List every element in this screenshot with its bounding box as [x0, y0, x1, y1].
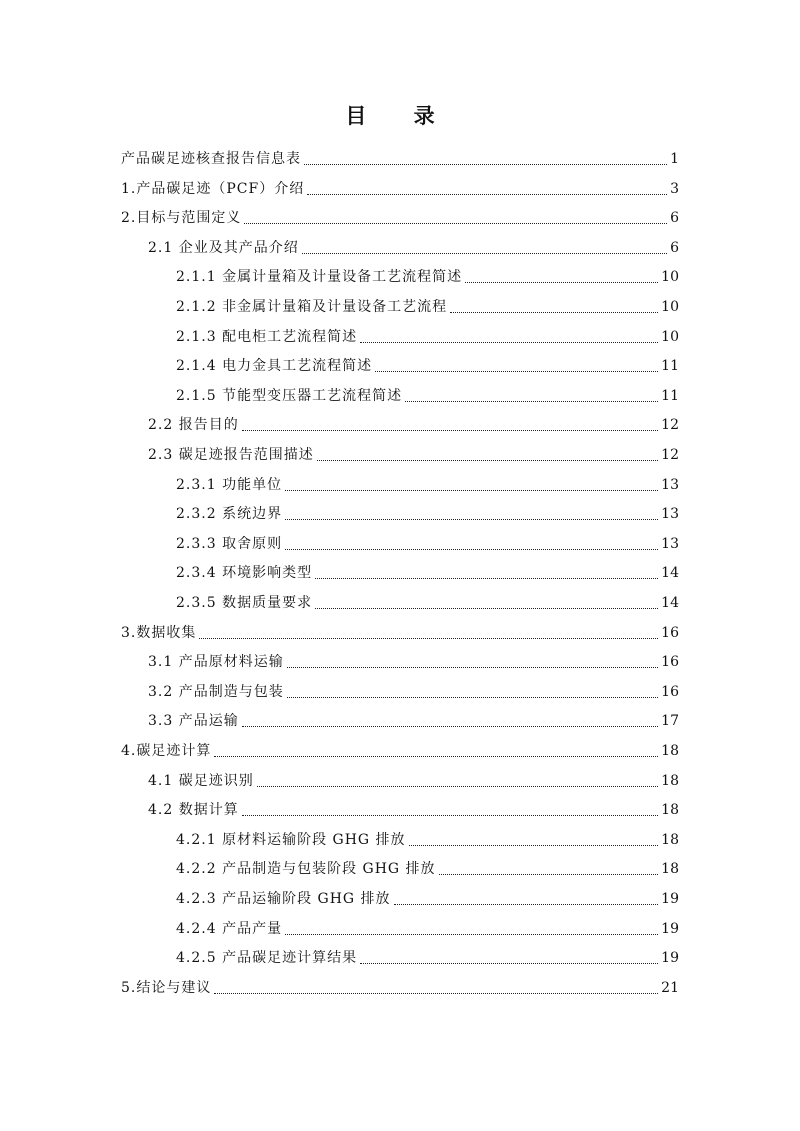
toc-page-number: 16 — [661, 683, 679, 700]
toc-page-number: 14 — [661, 565, 679, 582]
toc-entry-label: 2.3 碳足迹报告范围描述 — [148, 447, 314, 463]
toc-entry[interactable] — [176, 886, 679, 908]
toc-entry[interactable] — [176, 324, 679, 346]
toc-leader-dots — [242, 416, 658, 431]
toc-entry[interactable] — [176, 383, 679, 405]
toc-page-number: 16 — [661, 624, 679, 641]
toc-entry-label: 2.1.5 节能型变压器工艺流程简述 — [176, 387, 403, 404]
toc-entry-label: 产品碳足迹核查报告信息表 — [121, 151, 301, 167]
toc-entry-label: 4.1 碳足迹识别 — [148, 772, 254, 789]
toc-leader-dots — [317, 446, 658, 461]
toc-leader-dots — [360, 949, 658, 964]
toc-leader-dots — [287, 683, 658, 698]
toc-entry-label: 4.2.1 原材料运输阶段 GHG 排放 — [176, 831, 406, 848]
toc-entry-label: 4.2 数据计算 — [148, 802, 239, 819]
toc-entry[interactable] — [176, 945, 679, 967]
toc-entry[interactable] — [121, 205, 679, 227]
toc-entry[interactable] — [176, 531, 679, 553]
toc-entry[interactable] — [176, 264, 679, 286]
toc-entry[interactable] — [121, 738, 679, 760]
toc-entry-label: 2.3.4 环境影响类型 — [176, 565, 313, 582]
toc-leader-dots — [394, 890, 659, 905]
toc-entry-label: 2.2 报告目的 — [148, 417, 239, 434]
toc-leader-dots — [214, 979, 658, 994]
toc-entry[interactable] — [176, 916, 679, 938]
toc-page-number: 18 — [661, 861, 679, 878]
toc-leader-dots — [257, 772, 658, 787]
toc-page-number: 17 — [661, 713, 679, 730]
toc-leader-dots — [242, 712, 658, 727]
toc-entry-label: 3.1 产品原材料运输 — [148, 654, 284, 671]
toc-leader-dots — [307, 180, 667, 195]
toc-entry-label: 2.1.2 非金属计量箱及计量设备工艺流程 — [176, 299, 448, 315]
toc-leader-dots — [199, 624, 658, 639]
toc-entry[interactable] — [148, 412, 679, 434]
toc-page-number: 11 — [661, 358, 679, 375]
toc-page-number: 19 — [661, 950, 679, 967]
toc-entry[interactable] — [148, 708, 679, 730]
toc-entry[interactable] — [121, 146, 679, 168]
toc-page-number: 10 — [661, 269, 679, 286]
toc-leader-dots — [405, 387, 658, 402]
toc-entry[interactable] — [176, 590, 679, 612]
toc-entry-label: 2.目标与范围定义 — [121, 210, 242, 227]
toc-entry[interactable] — [176, 856, 679, 878]
toc-entry-label: 3.2 产品制造与包装 — [148, 683, 284, 700]
toc-page-number: 11 — [661, 387, 679, 404]
toc-leader-dots — [285, 920, 658, 935]
toc-page-number: 18 — [661, 831, 679, 848]
toc-leader-dots — [409, 831, 659, 846]
toc-entry[interactable] — [176, 560, 679, 582]
toc-leader-dots — [315, 594, 658, 609]
toc-page-number: 6 — [670, 210, 679, 227]
toc-page-number: 21 — [661, 979, 679, 996]
toc-leader-dots — [285, 476, 658, 491]
toc-page-number: 18 — [661, 772, 679, 789]
toc-page-number: 18 — [661, 743, 679, 759]
toc-page-number: 19 — [661, 891, 679, 907]
toc-leader-dots — [285, 505, 658, 520]
toc-entry-label: 1.产品碳足迹（PCF）介绍 — [121, 180, 305, 197]
toc-entry[interactable] — [148, 442, 679, 464]
toc-leader-dots — [287, 653, 658, 668]
toc-entry-label: 2.3.1 功能单位 — [176, 476, 283, 493]
toc-page-number: 16 — [661, 654, 679, 671]
toc-page-number: 13 — [661, 476, 679, 493]
toc-entry[interactable] — [148, 235, 679, 257]
toc-entry-label: 2.1.3 配电柜工艺流程简述 — [176, 328, 358, 345]
toc-page-number: 1 — [670, 151, 679, 167]
toc-entry-label: 5.结论与建议 — [121, 979, 212, 996]
toc-page-number: 10 — [661, 299, 679, 315]
toc-page-number: 6 — [670, 239, 679, 256]
toc-leader-dots — [450, 298, 658, 313]
toc-entry-label: 2.3.2 系统边界 — [176, 506, 283, 523]
toc-page-number: 10 — [661, 328, 679, 345]
toc-entry-label: 2.3.3 取舍原则 — [176, 535, 283, 552]
toc-entry[interactable] — [176, 827, 679, 849]
toc-page-number: 13 — [661, 535, 679, 552]
toc-entry-label: 4.2.3 产品运输阶段 GHG 排放 — [176, 891, 391, 907]
toc-entry[interactable] — [176, 294, 679, 316]
toc-leader-dots — [214, 742, 658, 757]
toc-page-number: 12 — [661, 417, 679, 434]
toc-entry[interactable] — [176, 472, 679, 494]
toc-leader-dots — [315, 564, 658, 579]
toc-leader-dots — [465, 268, 658, 283]
toc-leader-dots — [375, 357, 658, 372]
toc-entry-label: 4.2.5 产品碳足迹计算结果 — [176, 950, 358, 967]
toc-entry[interactable] — [148, 768, 679, 790]
toc-leader-dots — [242, 801, 658, 816]
toc-page-number: 3 — [670, 180, 679, 197]
toc-entry[interactable] — [121, 176, 679, 198]
toc-title: 目 录 — [345, 103, 455, 128]
toc-entry-label: 2.1 企业及其产品介绍 — [148, 239, 299, 256]
toc-entry-label: 3.3 产品运输 — [148, 713, 239, 730]
toc-entry-label: 2.3.5 数据质量要求 — [176, 595, 313, 611]
toc-entry[interactable] — [148, 679, 679, 701]
toc-leader-dots — [244, 209, 667, 224]
toc-entry-label: 4.2.4 产品产量 — [176, 920, 283, 937]
toc-entry-label: 2.1.4 电力金具工艺流程简述 — [176, 358, 373, 375]
toc-entry[interactable] — [176, 501, 679, 523]
toc-leader-dots — [439, 860, 659, 875]
toc-page-number: 18 — [661, 802, 679, 819]
toc-leader-dots — [285, 535, 658, 550]
toc-entry[interactable] — [148, 797, 679, 819]
toc-entry[interactable] — [148, 649, 679, 671]
toc-entry[interactable] — [176, 353, 679, 375]
toc-entry[interactable] — [121, 620, 679, 642]
toc-page-number: 13 — [661, 506, 679, 523]
toc-page-number: 19 — [661, 920, 679, 937]
toc-leader-dots — [302, 239, 667, 254]
toc-leader-dots — [304, 150, 667, 165]
toc-page-number: 12 — [661, 447, 679, 463]
toc-entry-label: 4.碳足迹计算 — [121, 743, 212, 759]
toc-entry-label: 2.1.1 金属计量箱及计量设备工艺流程简述 — [176, 269, 463, 286]
toc-entry-label: 3.数据收集 — [121, 624, 197, 641]
toc-entry-label: 4.2.2 产品制造与包装阶段 GHG 排放 — [176, 861, 436, 878]
toc-entry[interactable] — [121, 975, 679, 997]
toc-leader-dots — [360, 328, 658, 343]
toc-page-number: 14 — [661, 595, 679, 611]
